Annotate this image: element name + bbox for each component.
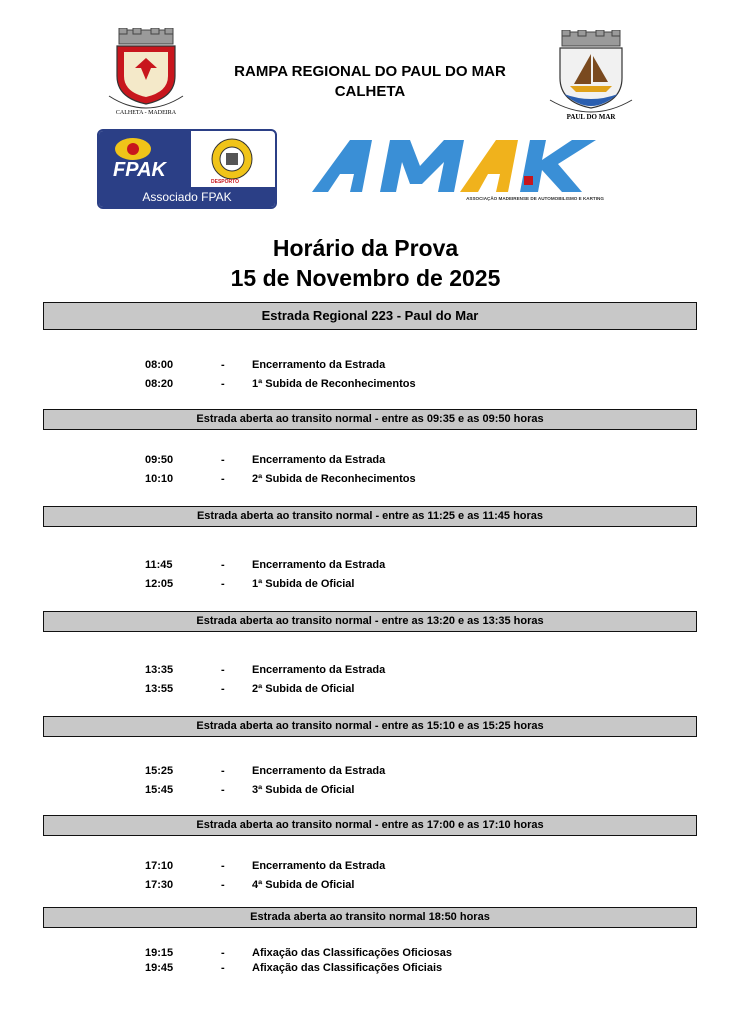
schedule-dash: - [221,578,225,590]
schedule-row [0,960,731,976]
schedule-event: Encerramento da Estrada [252,765,386,777]
schedule-date: 15 de Novembro de 2025 [230,265,501,291]
schedule-event: Encerramento da Estrada [252,559,386,571]
road-open-notice: Estrada aberta ao transito normal 18:50 horas [43,907,697,928]
schedule-event: Encerramento da Estrada [252,664,386,676]
road-open-notice: Estrada aberta ao transito normal - entre as 17:00 e as 17:10 horas [43,815,697,836]
schedule-event: Encerramento da Estrada [252,359,386,371]
schedule-dash: - [221,454,225,466]
schedule-time: 08:20 [145,378,174,390]
schedule-row [0,662,731,678]
schedule-row [0,471,731,487]
schedule-time: 17:10 [145,860,174,872]
schedule-time: 12:05 [145,578,174,590]
calheta-coat-of-arms-logo [105,28,187,118]
schedule-time: 13:55 [145,683,174,695]
schedule-event: 2ª Subida de Oficial [252,683,355,695]
schedule-row [0,858,731,874]
schedule-dash: - [221,784,225,796]
fpak-associate-logo [97,129,277,209]
road-banner: Estrada Regional 223 - Paul do Mar [43,302,697,330]
schedule-dash: - [221,947,225,959]
paul-do-mar-seal-text: PAUL DO MAR [566,113,616,121]
schedule-event: Encerramento da Estrada [252,860,386,872]
schedule-row [0,376,731,392]
schedule-event: 3ª Subida de Oficial [252,784,355,796]
schedule-dash: - [221,765,225,777]
schedule-time: 19:15 [145,947,174,959]
schedule-event: 1ª Subida de Reconhecimentos [252,378,416,390]
schedule-time: 17:30 [145,879,174,891]
schedule-row [0,681,731,697]
schedule-dash: - [221,559,225,571]
event-name: RAMPA REGIONAL DO PAUL DO MAR [234,63,506,80]
amak-wordmark: AMAK [310,132,313,133]
schedule-time: 13:35 [145,664,174,676]
schedule-dash: - [221,879,225,891]
road-open-notice: Estrada aberta ao transito normal - entre as 09:35 e as 09:50 horas [43,409,697,430]
schedule-time: 19:45 [145,962,174,974]
schedule-event: 1ª Subida de Oficial [252,578,355,590]
schedule-event: 4ª Subida de Oficial [252,879,355,891]
event-header-title [200,62,540,102]
road-open-notice: Estrada aberta ao transito normal - entre as 11:25 e as 11:45 horas [43,506,697,527]
schedule-dash: - [221,860,225,872]
road-open-notice: Estrada aberta ao transito normal - entre as 13:20 e as 13:35 horas [43,611,697,632]
fpak-badge-text: DESPORTO [211,179,239,185]
schedule-row [0,877,731,893]
fpak-associate-label: Associado FPAK [99,187,275,207]
amak-subtitle: ASSOCIAÇÃO MADEIRENSE DE AUTOMOBILISMO E KARTING [466,196,604,201]
schedule-row [0,763,731,779]
schedule-dash: - [221,683,225,695]
road-open-notice: Estrada aberta ao transito normal - entre as 15:10 e as 15:25 horas [43,716,697,737]
schedule-dash: - [221,378,225,390]
schedule-row [0,782,731,798]
schedule-dash: - [221,359,225,371]
schedule-row [0,357,731,373]
schedule-time: 15:25 [145,765,174,777]
fpak-wordmark: FPAK [113,159,166,181]
schedule-time: 15:45 [145,784,174,796]
schedule-event: Encerramento da Estrada [252,454,386,466]
schedule-row [0,945,731,961]
schedule-row [0,452,731,468]
amak-logo [310,132,610,204]
schedule-dash: - [221,664,225,676]
schedule-row [0,557,731,573]
schedule-time: 10:10 [145,473,174,485]
event-location: CALHETA [334,83,406,100]
schedule-event: 2ª Subida de Reconhecimentos [252,473,416,485]
schedule-event: Afixação das Classificações Oficiosas [252,947,452,959]
schedule-time: 08:00 [145,359,174,371]
schedule-dash: - [221,473,225,485]
schedule-time: 09:50 [145,454,174,466]
schedule-dash: - [221,962,225,974]
schedule-row [0,576,731,592]
calheta-seal-text: CALHETA - MADEIRA [115,110,177,116]
paul-do-mar-coat-of-arms-logo [544,30,638,122]
schedule-time: 11:45 [145,559,173,571]
schedule-title: Horário da Prova [272,235,459,261]
schedule-event: Afixação das Classificações Oficiais [252,962,443,974]
